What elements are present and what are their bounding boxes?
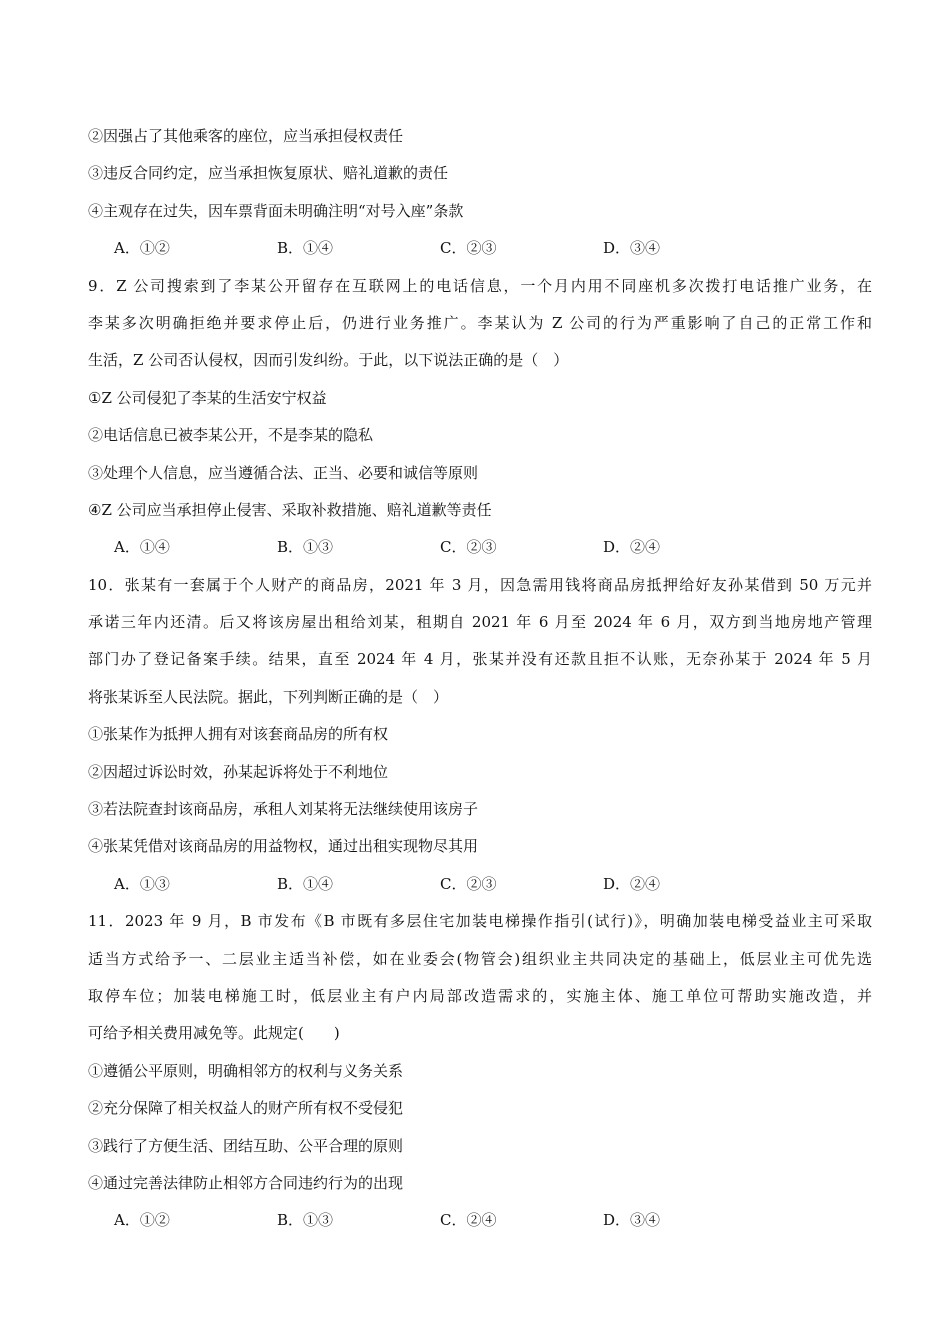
option-c: C．②④ <box>440 1211 497 1230</box>
statement: ②因超过诉讼时效，孙某起诉将处于不利地位 <box>88 762 389 781</box>
statement: ②充分保障了相关权益人的财产所有权不受侵犯 <box>88 1099 404 1118</box>
statement: ④通过完善法律防止相邻方合同违约行为的出现 <box>88 1173 404 1192</box>
option-c: C．②③ <box>440 874 497 893</box>
question-8-tail <box>88 118 872 268</box>
statement: ②因强占了其他乘客的座位，应当承担侵权责任 <box>88 127 404 145</box>
statement: ②电话信息已被李某公开，不是李某的隐私 <box>88 426 374 445</box>
statement: ①遵循公平原则，明确相邻方的权利与义务关系 <box>88 1061 404 1080</box>
question-stem: 将张某诉至人民法院。据此，下列判断正确的是（ ） <box>88 687 449 706</box>
option-a: A．①④ <box>114 538 170 557</box>
option-c: C．②③ <box>440 538 497 557</box>
question-10 <box>88 567 872 904</box>
question-11 <box>88 903 872 1240</box>
statement: ①张某作为抵押人拥有对该套商品房的所有权 <box>88 725 389 744</box>
statement: ③违反合同约定，应当承担恢复原状、赔礼道歉的责任 <box>88 164 449 183</box>
statement: ①Z 公司侵犯了李某的生活安宁权益 <box>88 388 327 407</box>
option-a: A．①② <box>114 239 170 258</box>
statement: ④张某凭借对该商品房的用益物权，通过出租实现物尽其用 <box>88 837 479 856</box>
answer-options <box>88 529 872 566</box>
question-stem: 李某多次明确拒绝并要求停止后，仍进行业务推广。李某认为 Z 公司的行为严重影响了自己的正常工作和 <box>88 313 872 332</box>
statement: ③若法院查封该商品房，承租人刘某将无法继续使用该房子 <box>88 800 479 819</box>
option-b: B．①④ <box>277 874 334 893</box>
statement: ③践行了方便生活、团结互助、公平合理的原则 <box>88 1136 404 1155</box>
statement: ④Z 公司应当承担停止侵害、采取补救措施、赔礼道歉等责任 <box>88 500 492 519</box>
statement: ③处理个人信息，应当遵循合法、正当、必要和诚信等原则 <box>88 463 479 482</box>
question-stem: 可给予相关费用减免等。此规定( ) <box>88 1024 340 1043</box>
option-b: B．①③ <box>277 1211 334 1230</box>
question-stem: 生活，Z 公司否认侵权，因而引发纠纷。于此，以下说法正确的是（ ） <box>88 351 569 370</box>
question-stem: 11．2023 年 9 月，B 市发布《B 市既有多层住宅加装电梯操作指引(试行)》，明确加装电梯受益业主可采取 <box>88 912 872 931</box>
option-b: B．①③ <box>277 538 334 557</box>
question-stem: 承诺三年内还清。后又将该房屋出租给刘某，租期自 2021 年 6 月至 2024 年 6 月，双方到当地房地产管理 <box>88 613 872 632</box>
option-c: C．②③ <box>440 239 497 258</box>
option-a: A．①③ <box>114 874 170 893</box>
option-b: B．①④ <box>277 239 334 258</box>
answer-options <box>88 1202 872 1239</box>
option-d: D．③④ <box>603 239 661 258</box>
question-stem: 9．Z 公司搜索到了李某公开留存在互联网上的电话信息，一个月内用不同座机多次拨打电话推广业务，在 <box>88 276 872 295</box>
question-9 <box>88 268 872 567</box>
answer-options <box>88 230 872 267</box>
question-stem: 取停车位；加装电梯施工时，低层业主有户内局部改造需求的，实施主体、施工单位可帮助实施改造，并 <box>88 986 872 1005</box>
option-d: D．③④ <box>603 1211 661 1230</box>
option-d: D．②④ <box>603 538 661 557</box>
option-d: D．②④ <box>603 874 661 893</box>
statement: ④主观存在过失，因车票背面未明确注明“对号入座”条款 <box>88 201 464 220</box>
option-a: A．①② <box>114 1211 170 1230</box>
question-stem: 适当方式给予一、二层业主适当补偿，如在业委会(物管会)组织业主共同决定的基础上，低层业主可优先选 <box>88 949 872 968</box>
question-stem: 10．张某有一套属于个人财产的商品房，2021 年 3 月，因急需用钱将商品房抵押给好友孙某借到 50 万元并 <box>88 575 872 594</box>
answer-options <box>88 866 872 903</box>
question-stem: 部门办了登记备案手续。结果，直至 2024 年 4 月，张某并没有还款且拒不认账，无奈孙某于 2024 年 5 月 <box>88 650 872 669</box>
exam-page <box>88 118 872 1240</box>
